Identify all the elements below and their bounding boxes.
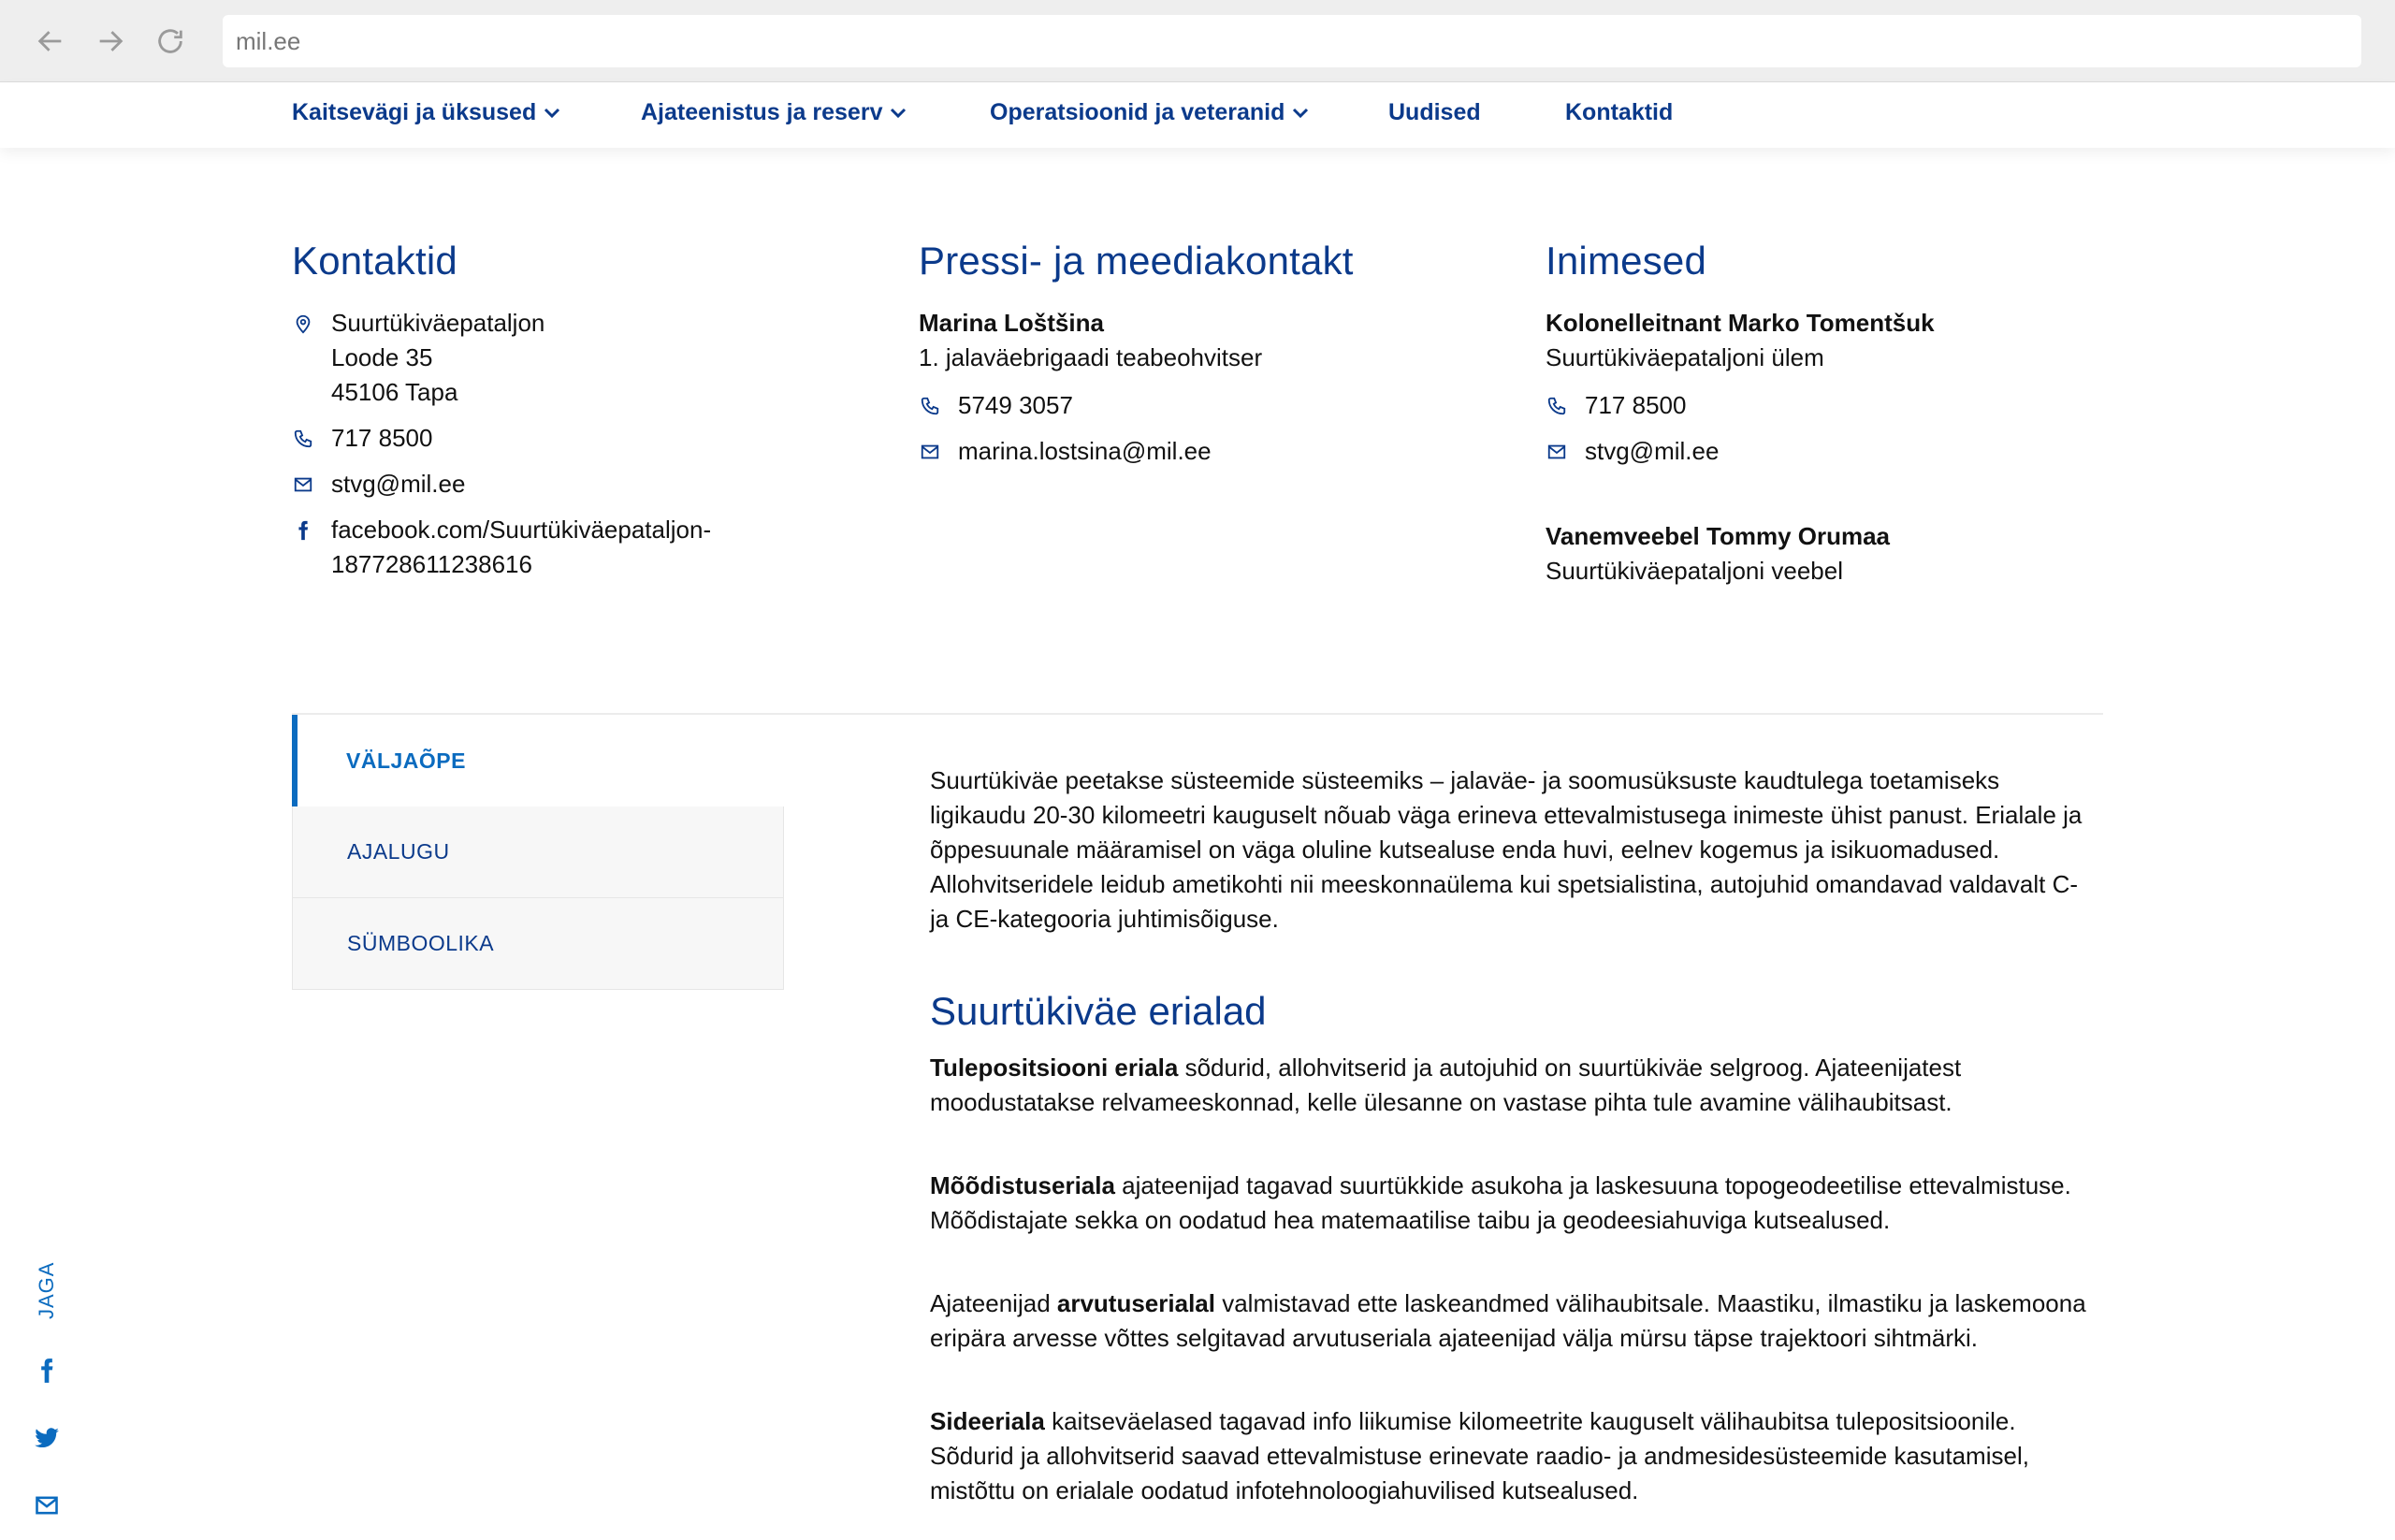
share-label: JAGA [35,1261,58,1319]
nav-item-ajateenistus[interactable] [641,99,907,126]
press-contact-role: 1. jalaväebrigaadi teabeohvitser [919,343,1263,371]
phone-icon [292,421,314,456]
nav-item-label: Kaitsevägi ja üksused [292,99,537,125]
section-tabs [292,715,784,990]
phone-icon [919,388,941,423]
address-url: mil.ee [236,26,301,55]
chevron-down-icon [1292,108,1309,119]
nav-item-kaitsevagi[interactable] [292,99,560,126]
facebook-link: 187728611238616 [331,550,532,578]
paragraph-text: ajateenijad tagavad suurtükkide asukoha ja laskesuuna topogeodeetilise ettevalmistuse. Mõõdistajate sekka on oodatud hea matemaatilise taibu ja geodeesiahuviga kutsealused. [930,1171,2071,1234]
nav-item-label: Kontaktid [1565,99,1674,125]
location-pin-icon [292,306,314,341]
facebook-icon [292,513,314,547]
email-row[interactable] [1546,434,2144,469]
main-content [930,763,2101,1508]
nav-item-label: Operatsioonid ja veteranid [990,99,1285,125]
tab-symboolika[interactable]: SÜMBOOLIKA [292,898,784,990]
paragraph [930,1051,2101,1120]
phone-row[interactable] [292,421,891,456]
address-line: Suurtükiväepataljon [331,309,545,337]
paragraph-text: valmistavad ette laskeandmed välihaubitsale. Maastiku, ilmastiku ja laskemoona eripära arvesse võttes selgitavad arvutuseriala ajateenijad välja mürsu täpse trajektoori sihtmärki. [930,1289,2086,1352]
browser-toolbar [0,0,2395,82]
paragraph [930,1286,2101,1356]
phone-number: 5749 3057 [958,391,1073,419]
email-row[interactable] [919,434,1517,469]
share-bar [28,1259,65,1521]
tab-ajalugu[interactable]: AJALUGU [292,806,784,898]
nav-item-label: Ajateenistus ja reserv [641,99,883,125]
phone-row[interactable] [919,388,1517,423]
nav-item-operatsioonid[interactable] [990,99,1309,126]
email-row[interactable] [292,467,891,501]
email-address: stvg@mil.ee [1585,437,1720,465]
phone-icon [1546,388,1568,423]
reload-icon[interactable] [153,24,187,58]
people-title: Inimesed [1546,239,1707,283]
press-contact-name: Marina Loštšina [919,309,1104,337]
paragraph-text: sõdurid, allohvitserid ja autojuhid on suurtükiväe selgroog. Ajateenijatest moodustatakse relvameeskonnad, kelle ülesanne on vastase pihta tule avamine välihaubitsast. [930,1053,1962,1116]
address-bar[interactable] [223,15,2361,67]
paragraph [930,1169,2101,1238]
nav-item-kontaktid[interactable] [1565,99,1673,126]
press-column [919,239,1517,469]
paragraph-bold: Sideeriala [930,1407,1045,1435]
intro-paragraph: Suurtükiväe peetakse süsteemide süsteemiks – jalaväe- ja soomusüksuste kaudtulega toetamiseks ligikaudu 20-30 kilomeetri kauguselt nõuab väga erineva ettevalmistusega inimeste ühist panust. Erialale ja õppesuunale määramisel on väga oluline kutsealuse enda huvi, eelnev kogemus ja isikuomadused. Allohvitseridele leidub ametikohti nii meeskonnaülema kui spetsialistina, autojuhid omandavad valdavalt C- ja CE-kategooria juhtimisõiguse. [930,766,2083,933]
phone-number: 717 8500 [331,424,433,452]
facebook-link: facebook.com/Suurtükiväepataljon- [331,516,712,544]
chevron-down-icon [890,108,907,119]
mail-icon[interactable] [31,1489,63,1521]
paragraph-bold: Mõõdistuseriala [930,1171,1115,1199]
mail-icon [919,434,941,469]
person-name: Vanemveebel Tommy Orumaa [1546,522,1891,550]
address-line: Loode 35 [331,343,433,371]
mail-icon [292,467,314,501]
address-block [292,306,891,410]
nav-item-label: Uudised [1388,99,1481,125]
phone-number: 717 8500 [1585,391,1687,419]
mail-icon [1546,434,1568,469]
chevron-down-icon [544,108,560,119]
press-title: Pressi- ja meediakontakt [919,239,1354,283]
paragraph-text: kaitseväelased tagavad info liikumise kilomeetrite kauguselt välihaubitsa tulepositsioonile. Sõdurid ja allohvitserid saavad ettevalmistuse erinevate raadio- ja andmesidesüsteemide kasutamisel, mistõttu on erialale oodatud infotehnoloogiahuvilised kutsealused. [930,1407,2029,1504]
twitter-icon[interactable] [31,1422,63,1454]
person-role: Suurtükiväepataljoni ülem [1546,343,1824,371]
section-heading: Suurtükiväe erialad [930,989,1267,1033]
paragraph-bold: Tulepositsiooni eriala [930,1053,1179,1082]
paragraph-text: Ajateenijad [930,1289,1057,1317]
tab-valjaope[interactable]: VÄLJAÕPE [292,715,784,806]
phone-row[interactable] [1546,388,2144,423]
email-address: marina.lostsina@mil.ee [958,437,1212,465]
forward-arrow-icon[interactable] [94,24,127,58]
nav-item-uudised[interactable] [1388,99,1481,126]
back-arrow-icon[interactable] [34,24,67,58]
contacts-column [292,239,891,582]
facebook-row[interactable] [292,513,891,582]
paragraph-bold: arvutuserialal [1056,1289,1215,1317]
site-navigation [0,82,2395,148]
facebook-icon[interactable] [31,1355,63,1387]
paragraph [930,1404,2101,1508]
email-address: stvg@mil.ee [331,470,466,498]
person-role: Suurtükiväepataljoni veebel [1546,557,1843,585]
people-column [1546,239,2144,588]
address-line: 45106 Tapa [331,378,458,406]
contacts-title: Kontaktid [292,239,457,283]
person-name: Kolonelleitnant Marko Tomentšuk [1546,309,1935,337]
